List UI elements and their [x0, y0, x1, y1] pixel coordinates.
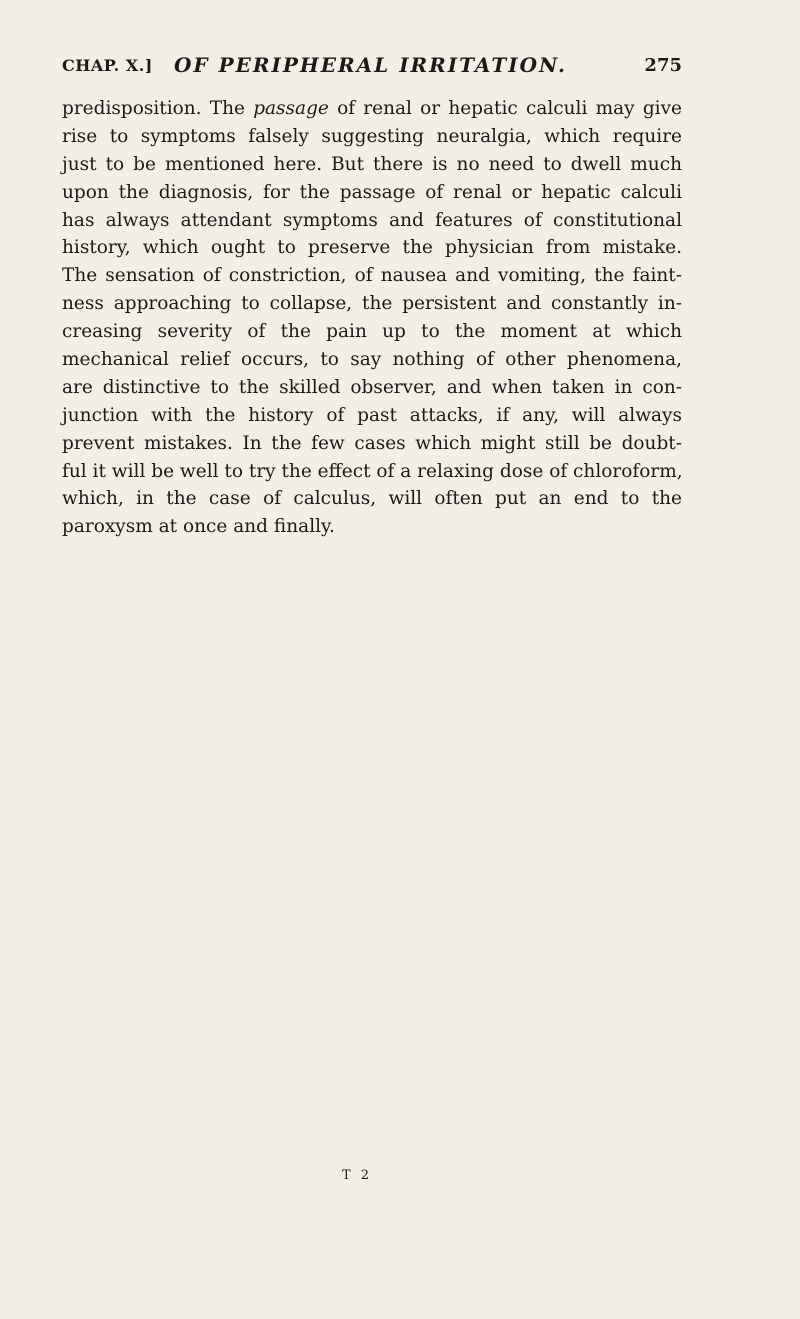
text-line: ful it will be well to try the effect of a relaxing dose of chloroform, — [62, 460, 683, 482]
signature-mark: T 2 — [342, 1168, 373, 1183]
text-line — [62, 95, 682, 123]
italic-word: passage — [253, 98, 329, 119]
text-line: upon the diagnosis, for the passage of renal or hepatic calculi — [62, 181, 682, 203]
text-line: rise to symptoms falsely suggesting neuralgia, which require — [62, 125, 682, 147]
text-segment: of renal or hepatic calculi may give — [328, 98, 682, 119]
text-line: junction with the history of past attacks, if any, will always — [62, 404, 682, 426]
text-line: are distinctive to the skilled observer, and when taken in con- — [62, 376, 682, 398]
chapter-label: CHAP. X.] — [62, 56, 153, 75]
text-line: just to be mentioned here. But there is no need to dwell much — [62, 153, 682, 175]
text-line: creasing severity of the pain up to the moment at which — [62, 321, 682, 343]
text-segment: predisposition. The — [62, 98, 254, 119]
text-line: history, which ought to preserve the physician from mistake. — [62, 237, 682, 259]
text-line: The sensation of constriction, of nausea and vomiting, the faint- — [62, 265, 682, 287]
running-title: OF PERIPHERAL IRRITATION. — [174, 53, 567, 77]
text-line: paroxysm at once and finally. — [62, 516, 335, 538]
text-line: prevent mistakes. In the few cases which might still be doubt- — [62, 432, 682, 454]
text-line: mechanical relief occurs, to say nothing of other phenomena, — [62, 349, 682, 371]
page-number: 275 — [644, 55, 682, 76]
body-paragraph — [62, 95, 682, 541]
running-head — [62, 53, 682, 82]
text-line: has always attendant symptoms and features of constitutional — [62, 209, 682, 231]
text-line: ness approaching to collapse, the persistent and constantly in- — [62, 293, 682, 315]
text-line: which, in the case of calculus, will often put an end to the — [62, 488, 682, 510]
